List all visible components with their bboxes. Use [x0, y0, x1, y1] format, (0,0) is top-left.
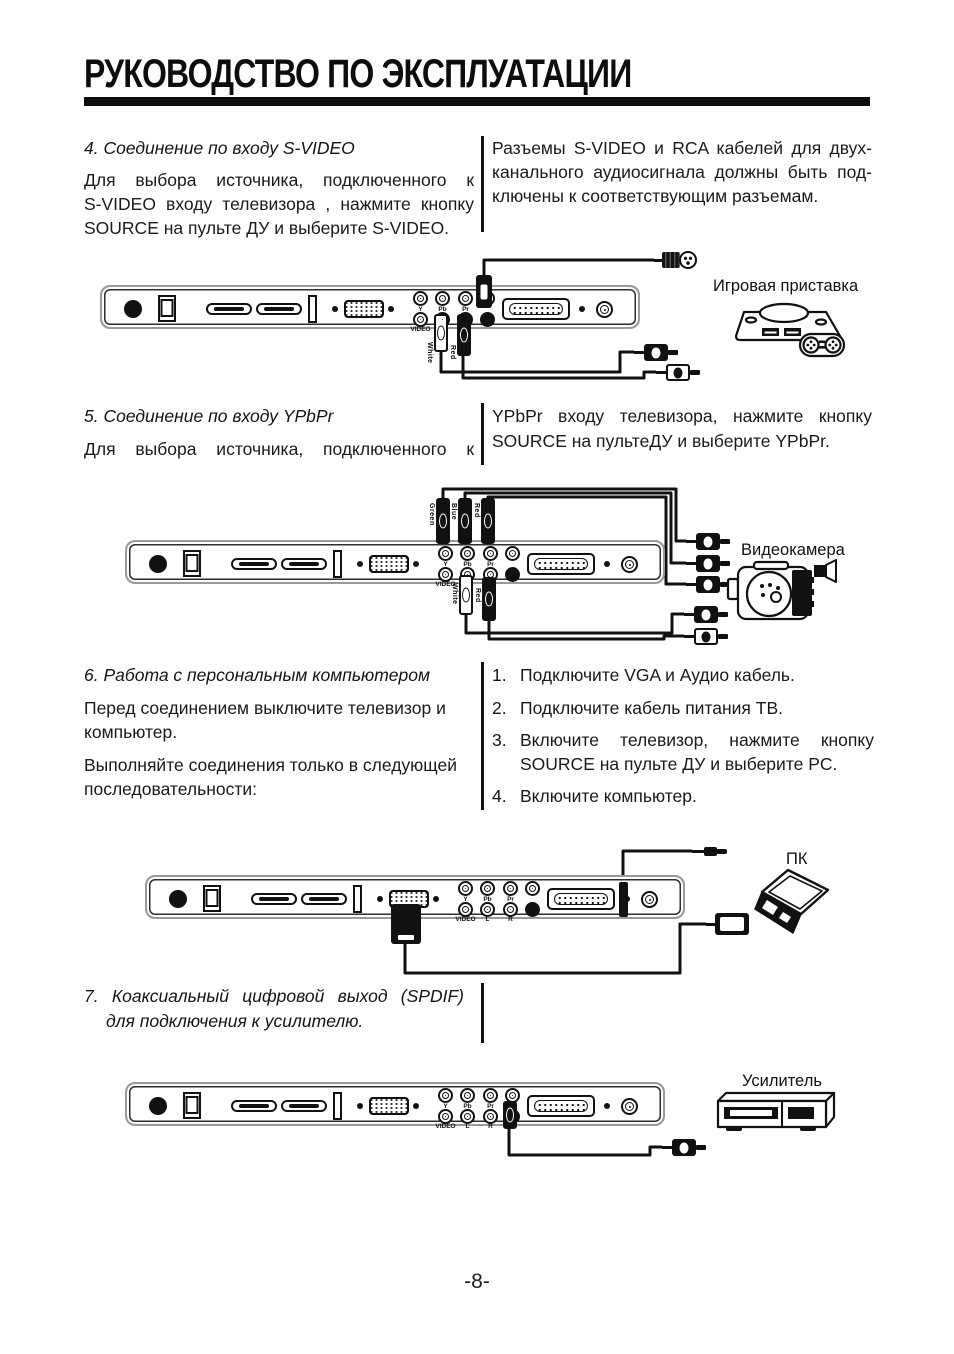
vga-port	[369, 555, 409, 573]
coaxial-connector-icon	[662, 1139, 706, 1156]
screw-icon	[332, 306, 338, 312]
minijack-plug	[619, 882, 628, 917]
list-number: 2.	[492, 698, 507, 718]
svideo-jack	[505, 546, 520, 561]
scart-port	[547, 888, 615, 910]
device-label: Усилитель	[742, 1072, 822, 1090]
tv-rear-panel	[125, 540, 665, 588]
jack-label: Pb	[463, 560, 472, 568]
component-y-jack	[413, 291, 428, 306]
component-y-jack	[458, 881, 473, 896]
white-audio-plug	[459, 575, 473, 615]
connector-body	[644, 344, 668, 361]
vga-port	[369, 1097, 409, 1115]
pc-audio-port	[604, 1103, 610, 1109]
list-item	[492, 728, 874, 776]
usb-port	[353, 885, 362, 913]
diagram-ypbpr-connection	[0, 485, 954, 660]
component-y-jack	[438, 546, 453, 561]
hdmi-port	[231, 1100, 277, 1112]
rca-connector-icon	[686, 576, 730, 593]
diagram-svideo-connection	[0, 248, 954, 400]
body-line: SOURCE на пультеДУ и выберите YPbPr.	[492, 431, 830, 451]
jack-label: Y	[443, 1102, 448, 1110]
component-pr-jack	[483, 1088, 498, 1103]
screw-icon	[357, 1103, 363, 1109]
body-line: Включите телевизор, нажмите кнопку	[520, 730, 874, 750]
body-line: ключены к соответствующим разъемам.	[492, 186, 819, 206]
jack-label: Pr	[487, 560, 494, 568]
component-y-jack	[438, 1088, 453, 1103]
hdmi-port	[256, 303, 302, 315]
coaxial-spdif-jack	[505, 567, 520, 582]
body-line: Выполняйте соединения только в следующей	[84, 755, 458, 775]
rca-connector-icon	[656, 364, 700, 381]
diagram-spdif-connection	[0, 1045, 954, 1175]
coaxial-spdif-jack	[525, 902, 540, 917]
device-label: Игровая приставка	[713, 277, 859, 295]
scart-port	[527, 1095, 595, 1117]
component-pr-jack	[503, 881, 518, 896]
scart-port	[527, 553, 595, 575]
hdmi-port	[231, 558, 277, 570]
plug-label: Blue	[450, 503, 457, 521]
jack-label: Pr	[487, 1102, 494, 1110]
audio-right-jack	[503, 902, 518, 917]
component-pr-jack	[458, 291, 473, 306]
hdmi-port	[281, 558, 327, 570]
jack-label: Pr	[507, 895, 514, 903]
component-pb-jack	[480, 881, 495, 896]
heading-line: для подключения к усилителю.	[106, 1011, 364, 1031]
column-divider	[481, 662, 484, 810]
jack-label: VIDEO	[435, 581, 456, 588]
laptop-icon	[754, 868, 832, 936]
connector-body	[666, 364, 690, 381]
scart-pins	[509, 303, 563, 315]
red-audio-plug	[457, 314, 471, 356]
body-line: Подключите кабель питания ТВ.	[520, 698, 783, 718]
amplifier-icon	[708, 1089, 842, 1135]
power-connector	[149, 1097, 167, 1115]
audio-right-jack	[483, 1109, 498, 1124]
rca-connector-icon	[684, 628, 728, 645]
connector-tip	[690, 370, 700, 375]
usb-port	[333, 550, 342, 578]
jack-label: Pr	[462, 305, 469, 313]
body-line: YPbPr входу телевизора, нажмите кнопку	[492, 406, 872, 426]
body-line: последовательности:	[84, 779, 258, 799]
minijack-connector-icon	[692, 846, 728, 857]
list-number: 3.	[492, 730, 507, 750]
coaxial-plug	[503, 1101, 517, 1129]
device-label: ПК	[786, 850, 808, 868]
plug-label: White	[451, 583, 458, 605]
plug-label: Red	[473, 503, 480, 518]
antenna-jack	[596, 301, 613, 318]
screw-icon	[413, 561, 419, 567]
game-console-icon	[728, 294, 850, 364]
vga-connector-icon	[706, 913, 754, 935]
svideo-jack	[525, 881, 540, 896]
power-switch	[203, 885, 221, 912]
svideo-plug	[476, 275, 492, 308]
section-4-heading: 4. Соединение по входу S-VIDEO	[84, 138, 355, 158]
section-5-heading: 5. Соединение по входу YPbPr	[84, 406, 334, 426]
composite-video-jack	[438, 1109, 453, 1124]
section-5-left-paragraph	[84, 437, 474, 461]
pc-audio-port	[579, 306, 585, 312]
rca-connector-icon	[686, 555, 730, 572]
power-connector	[124, 300, 142, 318]
device-label: Видеокамера	[741, 541, 845, 559]
composite-video-jack	[458, 902, 473, 917]
jack-label: VIDEO	[410, 326, 431, 333]
composite-video-jack	[438, 567, 453, 582]
body-line: Разъемы S-VIDEO и RCA кабелей для двух-	[492, 138, 872, 158]
screw-icon	[357, 561, 363, 567]
list-item	[492, 784, 874, 808]
page-title: РУКОВОДСТВО ПО ЭКСПЛУАТАЦИИ	[84, 52, 632, 96]
title-rule	[84, 97, 870, 106]
jack-label: Pb	[483, 895, 492, 903]
screw-icon	[413, 1103, 419, 1109]
power-switch	[158, 295, 176, 322]
list-number: 4.	[492, 786, 507, 806]
body-line: Для выбора источника, подключенного к	[84, 170, 474, 190]
hdmi-port	[301, 893, 347, 905]
diagram-pc-connection	[0, 840, 954, 975]
scart-pins	[534, 558, 588, 570]
power-switch	[183, 550, 201, 577]
hdmi-port	[281, 1100, 327, 1112]
jack-label: Y	[418, 305, 423, 313]
jack-label: L	[465, 1123, 470, 1130]
jack-label: VIDEO	[455, 916, 476, 923]
list-number: 1.	[492, 665, 507, 685]
column-divider	[481, 403, 484, 465]
section-6-heading: 6. Работа с персональным компьютером	[84, 665, 430, 685]
antenna-jack	[621, 1098, 638, 1115]
column-divider	[481, 983, 484, 1043]
jack-label: Pb	[463, 1102, 472, 1110]
rca-connector-icon	[686, 533, 730, 550]
body-line: компьютер.	[84, 722, 178, 742]
body-line: S-VIDEO входу телевизора , нажмите кнопку	[84, 194, 474, 214]
body-line: Включите компьютер.	[520, 786, 697, 806]
body-line: SOURCE на пульте ДУ и выберите S-VIDEO.	[84, 218, 450, 238]
component-pb-jack	[460, 1088, 475, 1103]
svideo-connector-icon	[654, 251, 706, 269]
pc-audio-port	[604, 561, 610, 567]
list-item	[492, 696, 874, 720]
vga-plug	[391, 904, 421, 944]
power-switch	[183, 1092, 201, 1119]
jack-label: VIDEO	[435, 1123, 456, 1130]
red-component-plug	[481, 498, 495, 544]
component-pb-jack	[460, 546, 475, 561]
white-audio-plug	[434, 314, 448, 352]
heading-line: 7. Коаксиальный цифровой выход (SPDIF)	[84, 986, 464, 1006]
body-line: канального аудиосигнала должны быть под-	[492, 162, 872, 182]
scart-pins	[554, 893, 608, 905]
jack-label: Pb	[438, 305, 447, 313]
antenna-jack	[621, 556, 638, 573]
body-line: Перед соединением выключите телевизор и	[84, 698, 446, 718]
body-line: SOURCE на пульте ДУ и выберите PC.	[520, 754, 838, 774]
jack-label: R	[508, 916, 513, 923]
scart-port	[502, 298, 570, 320]
section-5-right-paragraph	[492, 404, 872, 454]
jack-label: R	[488, 1123, 493, 1130]
rca-connector-icon	[684, 606, 728, 623]
jack-label: Y	[443, 560, 448, 568]
connector-body	[662, 252, 680, 268]
composite-video-jack	[413, 312, 428, 327]
column-divider	[481, 136, 484, 232]
connector-tip	[668, 350, 678, 355]
antenna-jack	[641, 891, 658, 908]
tv-rear-panel	[125, 1082, 665, 1130]
audio-left-jack	[480, 902, 495, 917]
coaxial-spdif-jack	[480, 312, 495, 327]
audio-left-jack	[460, 1109, 475, 1124]
screw-icon	[377, 896, 383, 902]
body-line: Для выбора источника, подключенного к	[84, 439, 474, 459]
section-4-left-paragraph	[84, 168, 474, 240]
power-connector	[169, 890, 187, 908]
plug-label: Green	[428, 503, 435, 526]
rca-connector-icon	[634, 344, 678, 361]
section-7-heading	[84, 984, 464, 1034]
red-audio-plug	[482, 577, 496, 621]
list-item	[492, 663, 874, 687]
green-component-plug	[436, 498, 450, 544]
power-connector	[149, 555, 167, 573]
component-pb-jack	[435, 291, 450, 306]
plug-label: Red	[449, 345, 456, 360]
connector-head	[679, 251, 697, 269]
body-line: Подключите VGA и Аудио кабель.	[520, 665, 795, 685]
camcorder-icon	[726, 555, 838, 629]
jack-label: Y	[463, 895, 468, 903]
section-6-paragraph-1	[84, 696, 474, 744]
section-6-paragraph-2	[84, 753, 474, 801]
hdmi-port	[251, 893, 297, 905]
vga-port	[344, 300, 384, 318]
jack-label: L	[485, 916, 490, 923]
usb-port	[333, 1092, 342, 1120]
component-pr-jack	[483, 546, 498, 561]
section-4-right-paragraph	[492, 136, 872, 208]
plug-label: Red	[474, 588, 481, 603]
hdmi-port	[206, 303, 252, 315]
screw-icon	[388, 306, 394, 312]
screw-icon	[433, 896, 439, 902]
page-number: -8-	[464, 1270, 490, 1293]
plug-label: White	[426, 342, 433, 364]
usb-port	[308, 295, 317, 323]
scart-pins	[534, 1100, 588, 1112]
tv-rear-panel	[100, 285, 640, 333]
blue-component-plug	[458, 498, 472, 544]
